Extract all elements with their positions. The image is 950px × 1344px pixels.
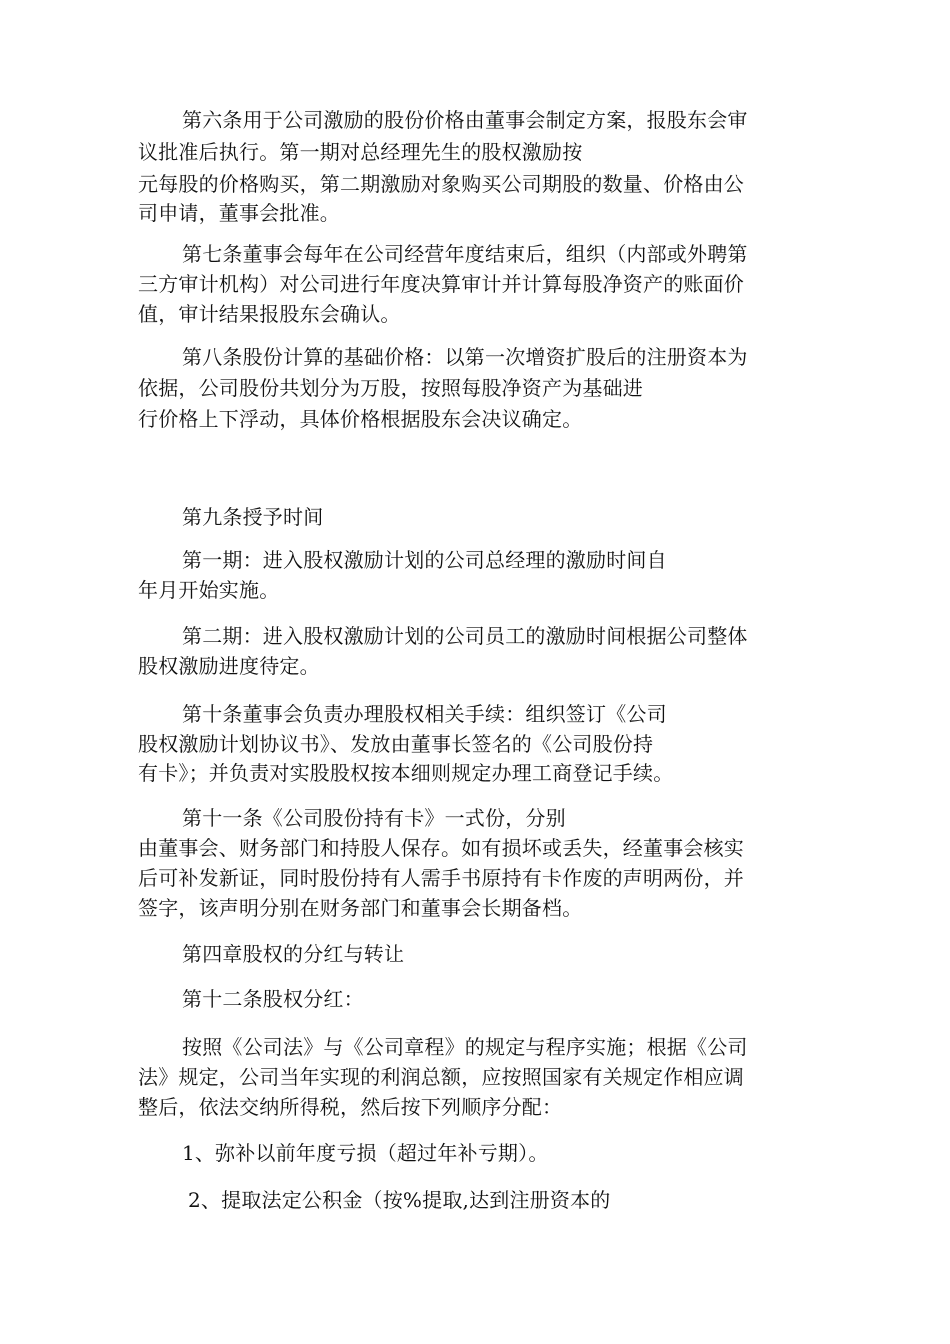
phase-1-line-2: 年月开始实施。 xyxy=(138,578,280,602)
chapter-4-heading: 第四章股权的分红与转让 xyxy=(182,942,405,966)
dividend-line-3: 整后，依法交纳所得税，然后按下列顺序分配： xyxy=(138,1095,563,1119)
article-10-line-2: 股权激励计划协议书》、发放由董事长签名的《公司股份持 xyxy=(138,732,654,756)
article-9-heading: 第九条授予时间 xyxy=(182,505,324,529)
article-8-line-3: 行价格上下浮动，具体价格根据股东会决议确定。 xyxy=(138,407,583,431)
list-item-1: 1、弥补以前年度亏损（超过年补亏期）。 xyxy=(182,1141,549,1165)
article-7-line-1: 第七条董事会每年在公司经营年度结束后，组织（内部或外聘第 xyxy=(182,242,748,266)
dividend-line-1: 按照《公司法》与《公司章程》的规定与程序实施；根据《公司 xyxy=(182,1035,748,1059)
article-11-line-2: 由董事会、财务部门和持股人保存。如有损坏或丢失，经董事会核实 xyxy=(138,836,744,860)
list-item-2: 2、提取法定公积金（按%提取,达到注册资本的 xyxy=(188,1188,611,1212)
phase-2-line-1: 第二期：进入股权激励计划的公司员工的激励时间根据公司整体 xyxy=(182,624,748,648)
phase-2-line-2: 股权激励进度待定。 xyxy=(138,654,320,678)
article-6-line-1: 第六条用于公司激励的股份价格由董事会制定方案，报股东会审 xyxy=(182,108,748,132)
phase-1-line-1: 第一期：进入股权激励计划的公司总经理的激励时间自 xyxy=(182,548,667,572)
article-11-line-1: 第十一条《公司股份持有卡》一式份，分别 xyxy=(182,806,566,830)
dividend-line-2: 法》规定，公司当年实现的利润总额，应按照国家有关规定作相应调 xyxy=(138,1065,744,1089)
article-11-line-4: 签字，该声明分别在财务部门和董事会长期备档。 xyxy=(138,896,583,920)
article-8-line-1: 第八条股份计算的基础价格：以第一次增资扩股后的注册资本为 xyxy=(182,345,748,369)
article-11-line-3: 后可补发新证，同时股份持有人需手书原持有卡作废的声明两份，并 xyxy=(138,866,744,890)
article-7-line-2: 三方审计机构）对公司进行年度决算审计并计算每股净资产的账面价 xyxy=(138,272,744,296)
article-10-line-3: 有卡》；并负责对实股股权按本细则规定办理工商登记手续。 xyxy=(138,761,674,785)
article-12-heading: 第十二条股权分红： xyxy=(182,987,364,1011)
article-6-line-4: 司申请，董事会批准。 xyxy=(138,201,340,225)
article-6-line-3: 元每股的价格购买，第二期激励对象购买公司期股的数量、价格由公 xyxy=(138,172,744,196)
article-7-line-3: 值，审计结果报股东会确认。 xyxy=(138,302,401,326)
article-8-line-2: 依据，公司股份共划分为万股，按照每股净资产为基础进 xyxy=(138,376,643,400)
article-6-line-2: 议批准后执行。第一期对总经理先生的股权激励按 xyxy=(138,140,583,164)
article-10-line-1: 第十条董事会负责办理股权相关手续：组织签订《公司 xyxy=(182,702,667,726)
